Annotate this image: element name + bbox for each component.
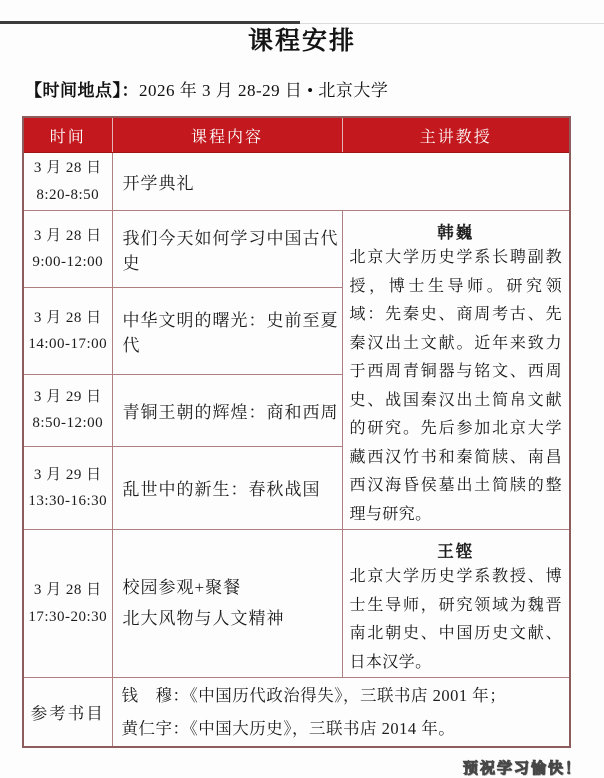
session-time	[23, 153, 112, 211]
professor-bio: 北京大学历史学系长聘副教授，博士生导师。研究领域：先秦史、商周考古、先秦汉出土文献。近年来致力于西周青铜器与铭文、西周史、战国秦汉出土简帛文献的研究。先后参加北京大学藏西汉竹书和秦简牍、南昌西汉海昏侯墓出土简牍的整理与研究。	[349, 249, 562, 523]
table-row-references	[23, 678, 570, 748]
session-hours: 8:20-8:50	[36, 186, 100, 203]
table-row-opening-ceremony	[23, 153, 570, 211]
professor-bio-cell-wangkeng	[342, 530, 570, 678]
session-course-line1: 校园参观+聚餐	[122, 577, 242, 597]
top-edge-light-strip	[300, 23, 604, 24]
session-time	[23, 287, 112, 374]
table-row-campus-tour	[23, 530, 570, 678]
session-time	[23, 446, 112, 529]
header-professor: 主讲教授	[342, 117, 570, 153]
course-schedule-table	[22, 116, 571, 748]
session-time	[23, 530, 112, 678]
session-course: 中华文明的曙光：史前至夏代	[112, 287, 342, 374]
session-course: 我们今天如何学习中国古代史	[112, 211, 342, 288]
session-time	[23, 374, 112, 446]
professor-name: 韩巍	[437, 223, 475, 242]
time-location-value: 2026 年 3 月 28-29 日 • 北京大学	[139, 81, 389, 100]
time-location-line	[25, 76, 604, 101]
reference-item: 钱 穆：《中国历代政治得失》，三联书店 2001 年；	[121, 686, 507, 705]
session-hours: 17:30-20:30	[28, 608, 108, 625]
session-course	[112, 530, 342, 678]
top-edge-dark-strip	[0, 21, 300, 24]
session-hours: 13:30-16:30	[28, 492, 108, 509]
table-row-lecture-1	[23, 211, 570, 288]
session-course: 乱世中的新生：春秋战国	[112, 446, 342, 529]
session-date: 3 月 29 日	[33, 389, 102, 406]
references-content	[112, 678, 570, 748]
professor-bio-cell-hanwei	[342, 211, 570, 530]
session-hours: 14:00-17:00	[28, 335, 108, 352]
session-hours: 9:00-12:00	[32, 253, 104, 270]
references-label: 参考书目	[23, 678, 112, 748]
session-date: 3 月 28 日	[33, 160, 102, 177]
session-course: 开学典礼	[112, 153, 570, 211]
session-time	[23, 211, 112, 288]
session-date: 3 月 28 日	[33, 227, 102, 244]
session-hours: 8:50-12:00	[32, 415, 104, 432]
session-course-line2: 北大风物与人文精神	[122, 608, 285, 628]
reference-item: 黄仁宇：《中国大历史》，三联书店 2014 年。	[121, 719, 456, 738]
session-date: 3 月 28 日	[33, 309, 102, 326]
time-location-label: 【时间地点】：	[25, 81, 139, 100]
professor-bio: 北京大学历史学系教授、博士生导师，研究领域为魏晋南北朝史、中国历史文献、日本汉学。	[349, 568, 562, 671]
professor-name: 王铿	[437, 542, 475, 561]
header-course: 课程内容	[112, 117, 342, 153]
session-date: 3 月 29 日	[33, 466, 102, 483]
page-title: 课程安排	[247, 28, 356, 55]
session-course: 青铜王朝的辉煌：商和西周	[112, 374, 342, 446]
session-date: 3 月 28 日	[33, 582, 102, 599]
table-header-row	[23, 117, 570, 153]
header-time: 时间	[23, 117, 112, 153]
closing-note: 预祝学习愉快！	[462, 759, 582, 777]
